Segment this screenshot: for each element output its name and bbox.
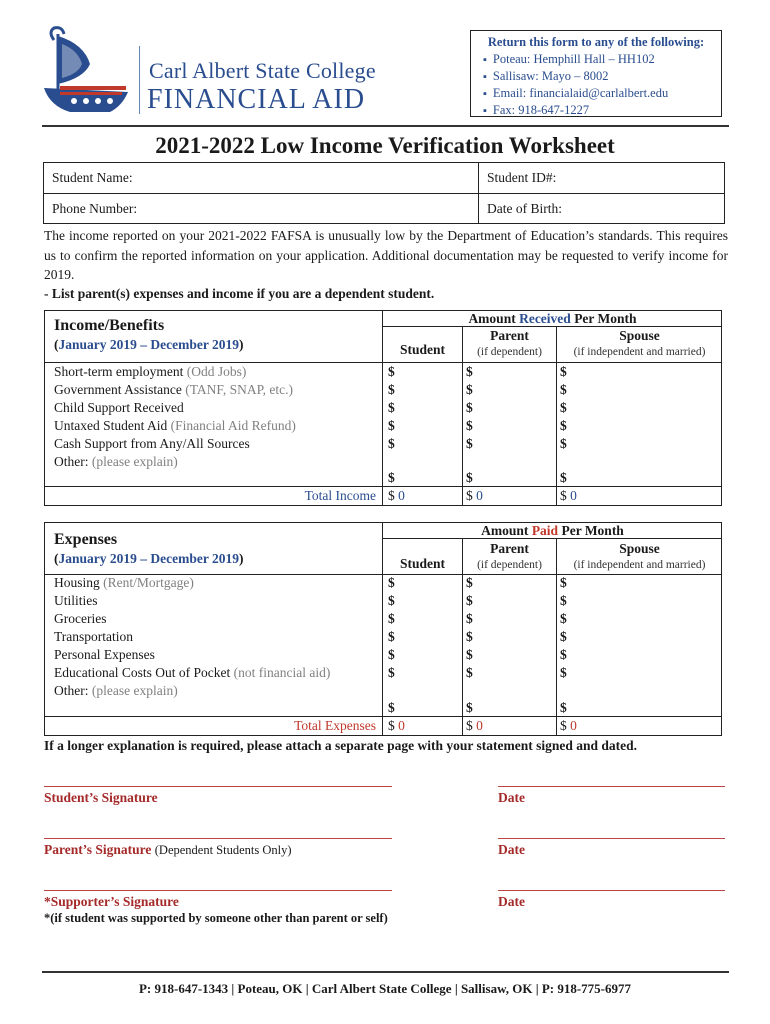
income-row-label: Government Assistance (TANF, SNAP, etc.) (54, 382, 293, 397)
expenses-period-open: ( (54, 551, 59, 566)
expenses-table (44, 522, 722, 736)
income-period (54, 337, 243, 353)
income-parent-amount-cell[interactable]: $ (466, 400, 473, 415)
expenses-col-spouse-sub: (if independent and married) (573, 559, 706, 571)
income-row-label: Untaxed Student Aid (Financial Aid Refund) (54, 418, 296, 433)
student-signature-label: Student’s Signature (44, 790, 158, 805)
income-parent-amount-cell[interactable]: $ (466, 470, 473, 485)
total-income-parent[interactable]: $ 0 (466, 488, 483, 503)
expenses-col-student: Student (399, 556, 445, 571)
return-instructions-box (470, 30, 722, 117)
total-income-student[interactable]: $ 0 (388, 488, 405, 503)
expenses-student-amount-cell[interactable]: $ (388, 575, 395, 590)
expenses-parent-amount-cell[interactable]: $ (466, 629, 473, 644)
supporter-date-label: Date (498, 894, 525, 909)
return-item-sallisaw: ▪ Sallisaw: Mayo – 8002 (483, 68, 713, 85)
return-item-fax: ▪ Fax: 918-647-1227 (483, 102, 713, 119)
income-spouse-amount-cell[interactable]: $ (560, 470, 567, 485)
income-amount-accent: Received (519, 311, 571, 326)
income-parent-amount-cell[interactable]: $ (466, 418, 473, 433)
income-spouse-amount-cell[interactable]: $ (560, 382, 567, 397)
expenses-spouse-amount-cell[interactable]: $ (560, 629, 567, 644)
income-period-text: January 2019 – December 2019 (58, 337, 239, 352)
expenses-parent-amount-cell[interactable]: $ (466, 593, 473, 608)
income-student-amount-cell[interactable]: $ (388, 436, 395, 451)
income-parent-amount-cell[interactable]: $ (466, 364, 473, 379)
supporter-note: *(if student was supported by someone other than parent or self) (44, 911, 388, 925)
income-col-divider-1 (382, 310, 383, 506)
expenses-spouse-amount-cell[interactable]: $ (560, 647, 567, 662)
income-body-rule (44, 362, 721, 363)
income-amount-post: Per Month (570, 311, 637, 326)
return-item-email: ▪ Email: financialaid@carlalbert.edu (483, 85, 713, 102)
parent-date-label: Date (498, 842, 525, 857)
income-amount-header (383, 311, 722, 327)
expenses-period (54, 551, 243, 567)
expenses-amount-post: Per Month (558, 523, 624, 538)
footer-divider (42, 971, 729, 973)
dependent-note: - List parent(s) expenses and income if you are a dependent student. (44, 286, 435, 301)
expenses-spouse-amount-cell[interactable]: $ (560, 611, 567, 626)
expenses-spouse-amount-cell[interactable]: $ (560, 665, 567, 680)
expenses-amount-accent: Paid (531, 523, 559, 538)
return-list (479, 51, 713, 119)
income-row-label: Short-term employment (Odd Jobs) (54, 364, 247, 379)
supporter-signature-line[interactable] (44, 890, 392, 891)
org-name: Carl Albert State College (149, 58, 376, 83)
expenses-row-label: Transportation (54, 629, 134, 644)
expenses-col-parent: Parent (490, 541, 529, 556)
expenses-amount-pre: Amount (481, 523, 532, 538)
income-student-amount-cell[interactable]: $ (388, 364, 395, 379)
income-parent-amount-cell[interactable]: $ (466, 436, 473, 451)
phone-number-field[interactable]: Phone Number: (52, 201, 138, 216)
parent-date-line[interactable] (498, 838, 725, 839)
income-table (44, 310, 722, 506)
expenses-col-parent-sub: (if dependent) (477, 559, 542, 571)
income-period-open: ( (54, 337, 59, 352)
expenses-parent-amount-cell[interactable]: $ (466, 647, 473, 662)
income-total-rule (44, 486, 721, 487)
income-student-amount-cell[interactable]: $ (388, 418, 395, 433)
expenses-parent-amount-cell[interactable]: $ (466, 575, 473, 590)
expenses-row-label: Personal Expenses (54, 647, 155, 662)
footer-contact: P: 918-647-1343 | Poteau, OK | Carl Albert State College | Sallisaw, OK | P: 918-775-6977 (138, 981, 632, 996)
expenses-col-divider-1 (382, 522, 383, 736)
total-expenses-student[interactable]: $ 0 (388, 718, 405, 733)
expenses-spouse-amount-cell[interactable]: $ (560, 700, 567, 715)
org-department: FINANCIAL AID (147, 84, 366, 115)
expenses-student-amount-cell[interactable]: $ (388, 611, 395, 626)
income-spouse-amount-cell[interactable]: $ (560, 418, 567, 433)
logo-divider (139, 46, 140, 114)
expenses-student-amount-cell[interactable]: $ (388, 700, 395, 715)
student-info-table (43, 162, 725, 224)
expenses-col-spouse: Spouse (619, 541, 660, 556)
attach-note: If a longer explanation is required, please attach a separate page with your statement signed and dated. (44, 738, 638, 753)
expenses-student-amount-cell[interactable]: $ (388, 665, 395, 680)
income-row-label: Child Support Received (54, 400, 184, 415)
income-spouse-amount-cell[interactable]: $ (560, 436, 567, 451)
income-col-parent-sub: (if dependent) (477, 346, 542, 358)
expenses-section-title: Expenses (54, 531, 118, 548)
expenses-row-label: Groceries (54, 611, 107, 626)
income-row-label: Other: (please explain) (54, 454, 178, 469)
expenses-row-label: Other: (please explain) (54, 683, 178, 698)
student-signature-line[interactable] (44, 786, 392, 787)
college-ship-logo (40, 26, 140, 126)
expenses-parent-amount-cell[interactable]: $ (466, 611, 473, 626)
income-section-title: Income/Benefits (54, 317, 165, 334)
parent-signature-label: Parent’s Signature (Dependent Students Only) (44, 842, 292, 857)
expenses-amount-header (383, 523, 722, 539)
expenses-parent-amount-cell[interactable]: $ (466, 665, 473, 680)
income-student-amount-cell[interactable]: $ (388, 400, 395, 415)
income-col-parent: Parent (490, 328, 529, 343)
page-title: 2021-2022 Low Income Verification Worksheet (155, 133, 615, 158)
student-date-line[interactable] (498, 786, 725, 787)
return-item-poteau: ▪ Poteau: Hemphill Hall – HH102 (483, 51, 713, 68)
expenses-student-amount-cell[interactable]: $ (388, 647, 395, 662)
income-col-spouse-sub: (if independent and married) (573, 346, 706, 358)
student-name-field[interactable]: Student Name: (52, 170, 133, 185)
expenses-row-label: Utilities (54, 593, 98, 608)
supporter-signature-label: *Supporter’s Signature (44, 894, 179, 909)
expenses-spouse-amount-cell[interactable]: $ (560, 593, 567, 608)
title-divider (42, 125, 729, 127)
expenses-period-close: ) (238, 551, 244, 566)
income-student-amount-cell[interactable]: $ (388, 382, 395, 397)
income-spouse-amount-cell[interactable]: $ (560, 364, 567, 379)
total-expenses-label: Total Expenses (294, 718, 376, 733)
return-title: Return this form to any of the following: (487, 35, 705, 49)
date-of-birth-field[interactable]: Date of Birth: (487, 201, 562, 216)
total-expenses-parent[interactable]: $ 0 (466, 718, 483, 733)
total-income-label: Total Income (304, 488, 376, 503)
parent-signature-line[interactable] (44, 838, 392, 839)
expenses-student-amount-cell[interactable]: $ (388, 593, 395, 608)
income-row-label: Cash Support from Any/All Sources (54, 436, 250, 451)
expenses-period-text: January 2019 – December 2019 (58, 551, 239, 566)
student-id-field[interactable]: Student ID#: (487, 170, 557, 185)
supporter-date-line[interactable] (498, 890, 725, 891)
income-spouse-amount-cell[interactable]: $ (560, 400, 567, 415)
income-col-student: Student (399, 342, 445, 357)
income-amount-pre: Amount (468, 311, 520, 326)
income-student-amount-cell[interactable]: $ (388, 470, 395, 485)
income-col-spouse: Spouse (619, 328, 660, 343)
expenses-row-label: Educational Costs Out of Pocket (not financial aid) (54, 665, 331, 680)
expenses-row-label: Housing (Rent/Mortgage) (54, 575, 194, 590)
total-income-spouse[interactable]: $ 0 (560, 488, 577, 503)
expenses-total-rule (44, 716, 721, 717)
intro-paragraph: The income reported on your 2021-2022 FAFSA is unusually low by the Department of Education’s standards. This requires us to confirm the reported information on your application. Additional documentation may be requested to verify income for 2019. (44, 228, 728, 282)
expenses-spouse-amount-cell[interactable]: $ (560, 575, 567, 590)
expenses-student-amount-cell[interactable]: $ (388, 629, 395, 644)
total-expenses-spouse[interactable]: $ 0 (560, 718, 577, 733)
expenses-parent-amount-cell[interactable]: $ (466, 700, 473, 715)
student-date-label: Date (498, 790, 525, 805)
income-period-close: ) (238, 337, 244, 352)
income-parent-amount-cell[interactable]: $ (466, 382, 473, 397)
